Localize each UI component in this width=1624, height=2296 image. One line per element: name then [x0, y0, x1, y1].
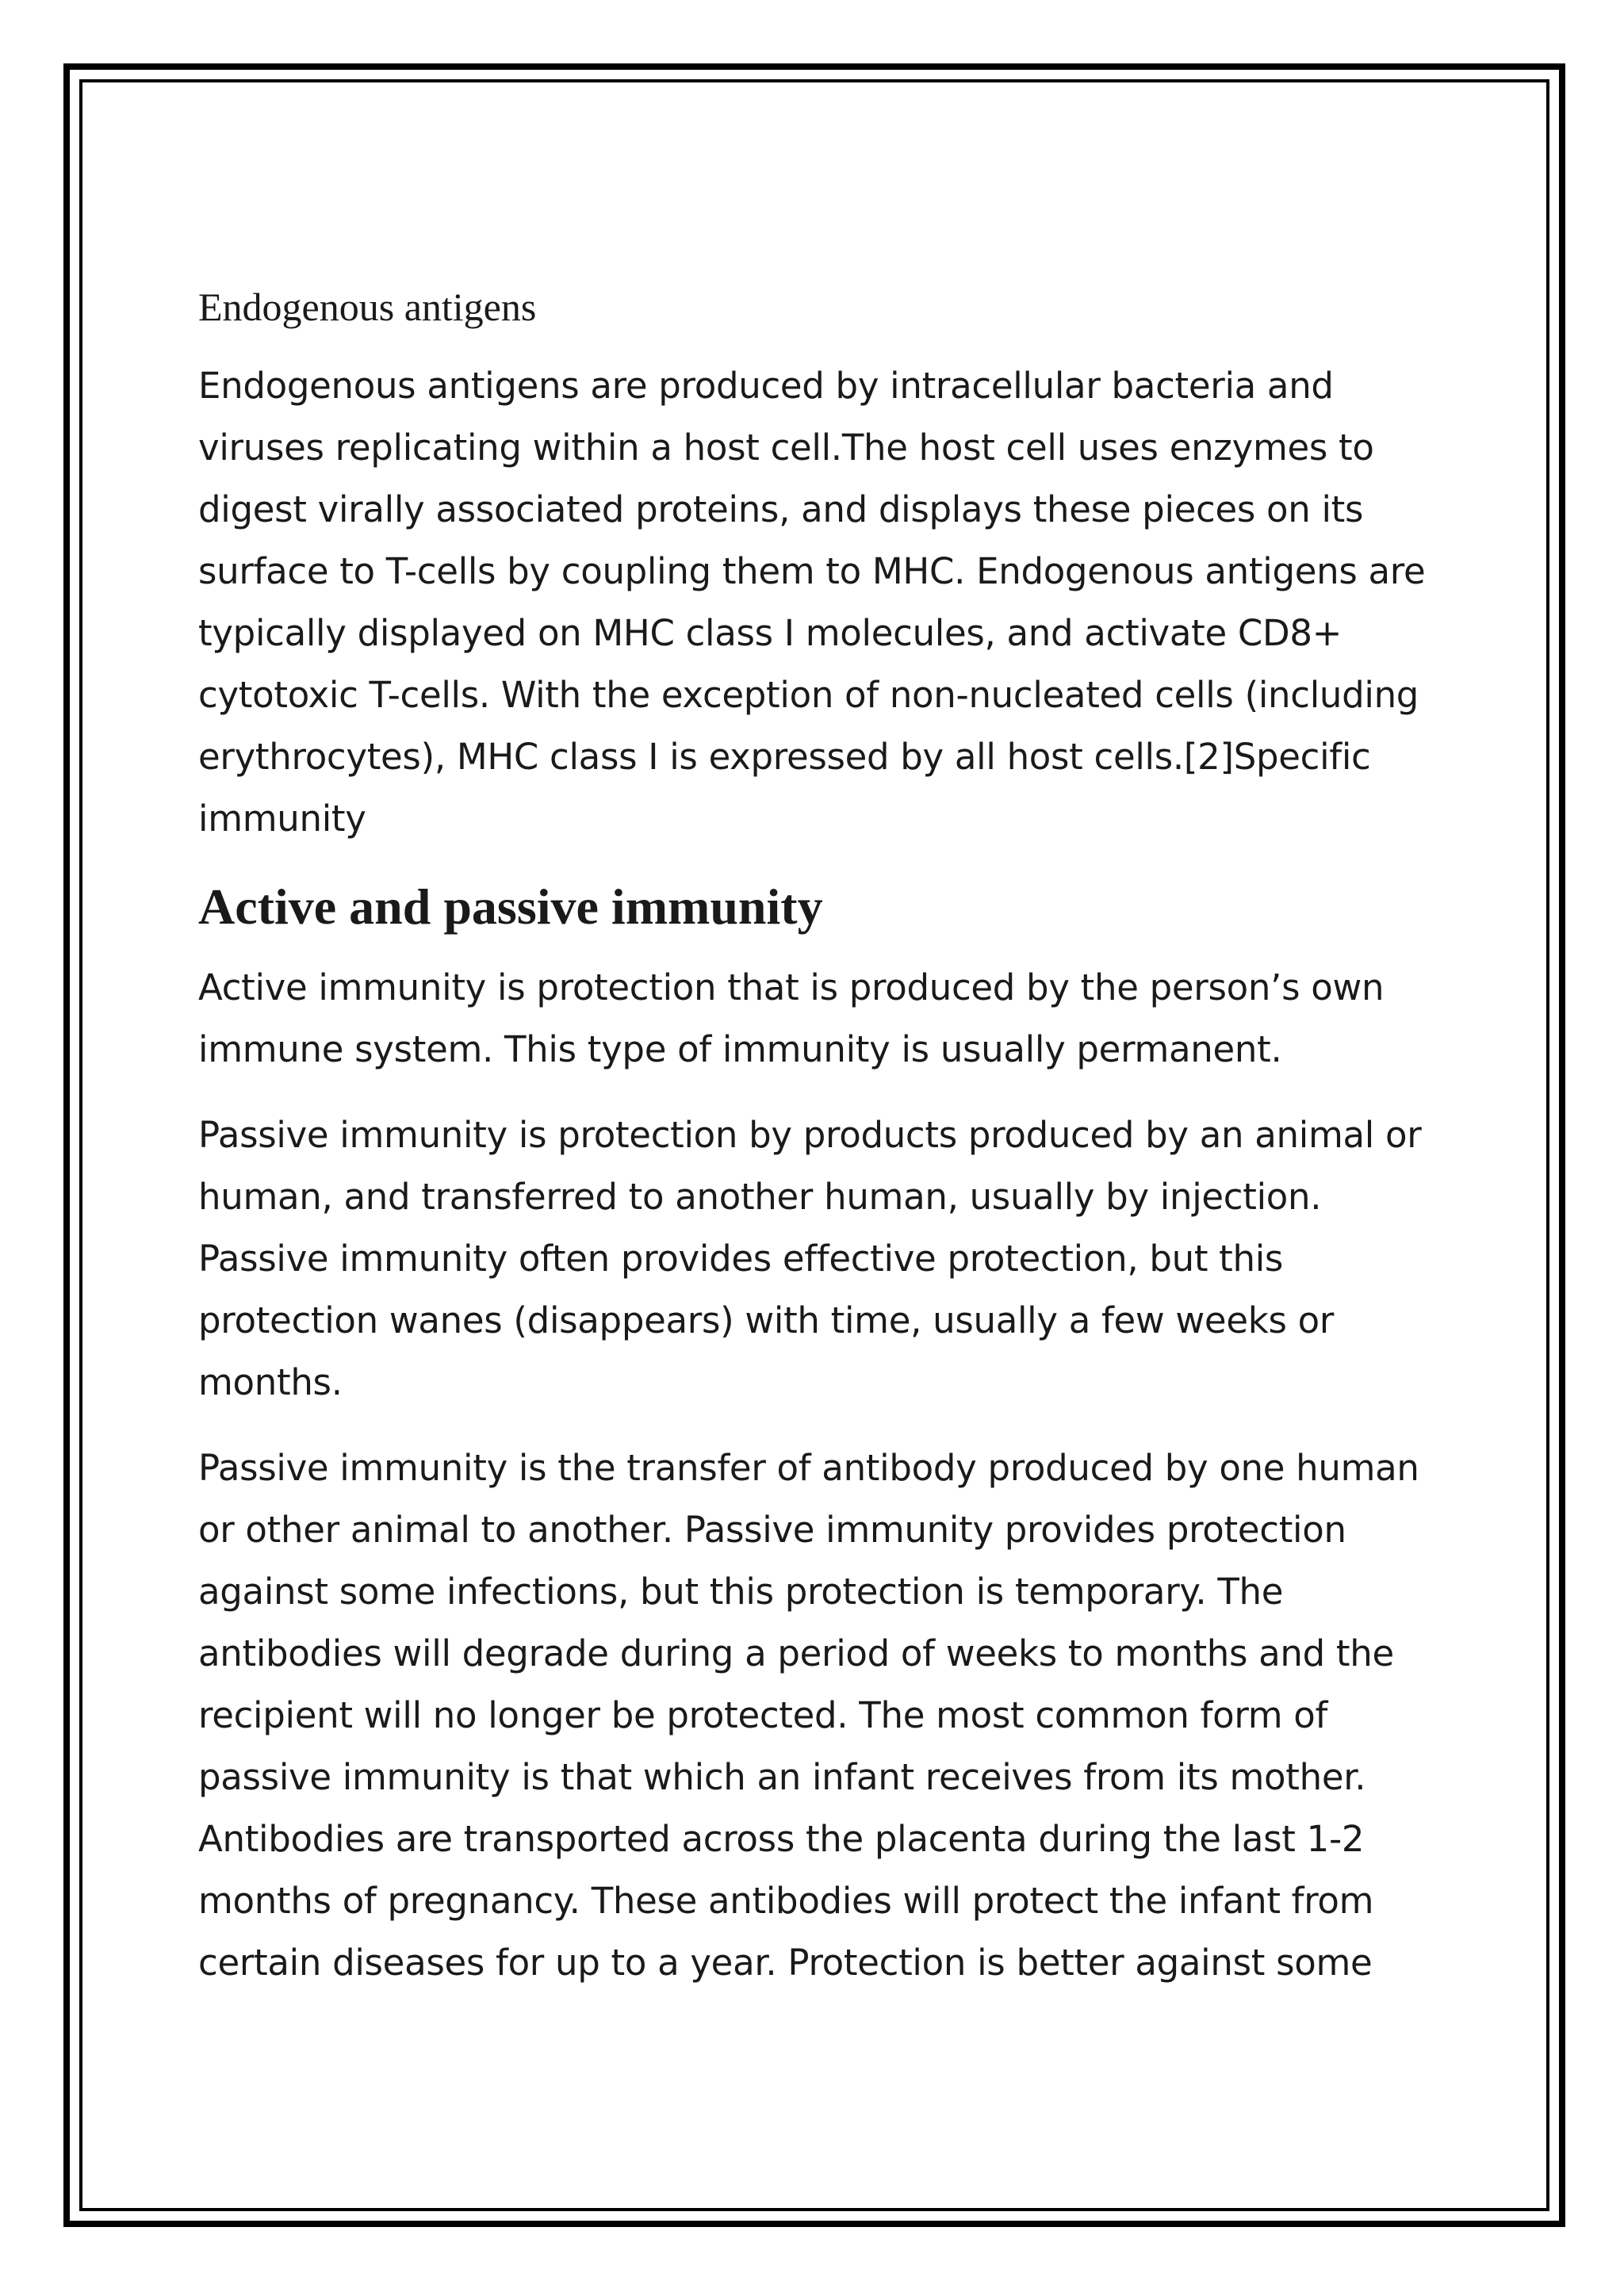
paragraph-active-immunity: Active immunity is protection that is produced by the person’s own immune system. This type of immunity is usually permanent. — [198, 966, 1385, 1071]
paragraph-passive-immunity-1: Passive immunity is protection by products produced by an animal or human, and transferred to another human, usually by injection. Passive immunity often provides effective protection, but this protection wanes (disappears) with time, usually a few weeks or months. — [198, 1114, 1422, 1404]
document-body — [198, 281, 1451, 2018]
paragraph-passive-immunity-2: Passive immunity is the transfer of antibody produced by one human or other animal to another. Passive immunity provides protection against some infections, but this protection is temporary. The antibodies will degrade during a period of weeks to months and the recipient will no longer be protected. The most common form of passive immunity is that which an infant receives from its mother. Antibodies are transported across the placenta during the last 1-2 months of pregnancy. These antibodies will protect the infant from certain diseases for up to a year. Protection is better against some — [198, 1447, 1419, 1984]
heading-endogenous-antigens: Endogenous antigens — [198, 285, 537, 329]
title-active-passive-immunity: Active and passive immunity — [198, 878, 823, 935]
paragraph-endogenous-antigens: Endogenous antigens are produced by intracellular bacteria and viruses replicating within a host cell.The host cell uses enzymes to digest virally associated proteins, and displays these pieces on its surface to T-cells by coupling them to MHC. Endogenous antigens are typically displayed on MHC class I molecules, and activate CD8+ cytotoxic T-cells. With the exception of non-nucleated cells (including erythrocytes), MHC class I is expressed by all host cells.[2]Specific immunity — [198, 365, 1426, 840]
